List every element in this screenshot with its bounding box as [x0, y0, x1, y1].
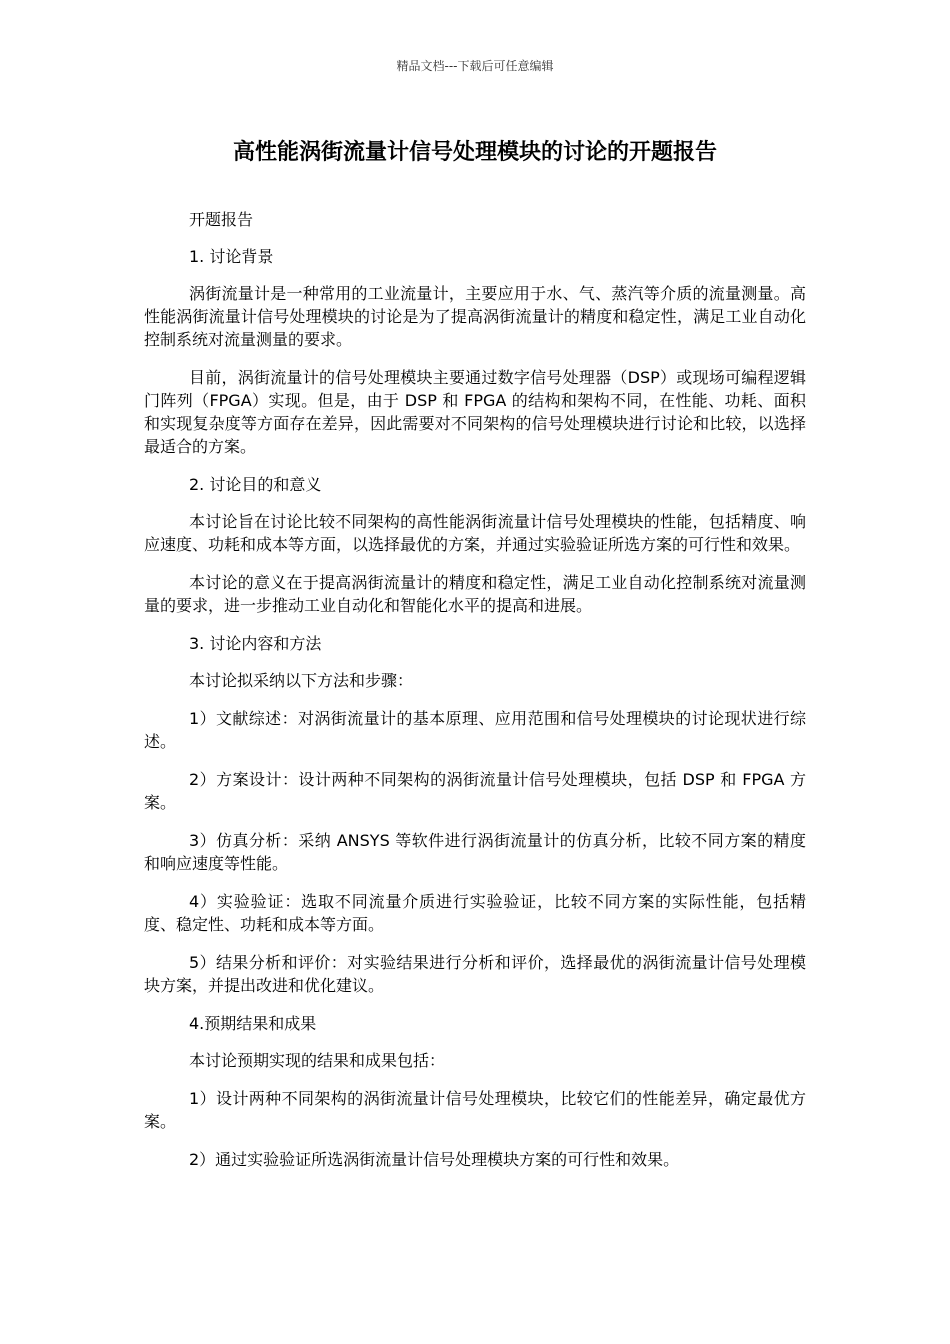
list-item-method-2: 2）方案设计：设计两种不同架构的涡街流量计信号处理模块，包括 DSP 和 FPGA 方案。 — [144, 770, 806, 812]
list-item-method-5: 5）结果分析和评价：对实验结果进行分析和评价，选择最优的涡街流量计信号处理模块方案，并提出改进和优化建议。 — [144, 953, 806, 995]
section-heading-purpose: 2. 讨论目的和意义 — [189, 475, 322, 494]
page-header: 精品文档---下载后可任意编辑 — [396, 59, 554, 73]
list-item-result-2: 2）通过实验验证所选涡街流量计信号处理模块方案的可行性和效果。 — [189, 1150, 680, 1169]
report-label: 开题报告 — [189, 210, 254, 229]
section-heading-background: 1. 讨论背景 — [189, 247, 274, 266]
paragraph-background-current: 目前，涡街流量计的信号处理模块主要通过数字信号处理器（DSP）或现场可编程逻辑门阵列（FPGA）实现。但是，由于 DSP 和 FPGA 的结构和架构不同，在性能、功耗、面积和实现复杂度等方面存在差异，因此需要对不同架构的信号处理模块进行讨论和比较，以选择最适合的方案。 — [144, 368, 806, 456]
paragraph-background-intro: 涡街流量计是一种常用的工业流量计，主要应用于水、气、蒸汽等介质的流量测量。高性能涡街流量计信号处理模块的讨论是为了提高涡街流量计的精度和稳定性，满足工业自动化控制系统对流量测量的要求。 — [144, 284, 806, 349]
section-heading-methods: 3. 讨论内容和方法 — [189, 634, 322, 653]
document-body — [144, 208, 806, 1186]
paragraph-results-intro: 本讨论预期实现的结果和成果包括： — [189, 1051, 446, 1070]
list-item-method-4: 4）实验验证：选取不同流量介质进行实验验证，比较不同方案的实际性能，包括精度、稳定性、功耗和成本等方面。 — [144, 892, 806, 934]
list-item-result-1: 1）设计两种不同架构的涡街流量计信号处理模块，比较它们的性能差异，确定最优方案。 — [144, 1089, 806, 1131]
paragraph-purpose: 本讨论旨在讨论比较不同架构的高性能涡街流量计信号处理模块的性能，包括精度、响应速度、功耗和成本等方面，以选择最优的方案，并通过实验验证所选方案的可行性和效果。 — [144, 512, 806, 554]
paragraph-methods-intro: 本讨论拟采纳以下方法和步骤： — [189, 671, 414, 690]
list-item-method-3: 3）仿真分析：采纳 ANSYS 等软件进行涡街流量计的仿真分析，比较不同方案的精度和响应速度等性能。 — [144, 831, 806, 873]
document-title: 高性能涡街流量计信号处理模块的讨论的开题报告 — [232, 140, 717, 165]
paragraph-significance: 本讨论的意义在于提高涡街流量计的精度和稳定性，满足工业自动化控制系统对流量测量的要求，进一步推动工业自动化和智能化水平的提高和进展。 — [144, 573, 806, 615]
section-heading-results: 4.预期结果和成果 — [189, 1014, 317, 1033]
list-item-method-1: 1）文献综述：对涡街流量计的基本原理、应用范围和信号处理模块的讨论现状进行综述。 — [144, 709, 806, 751]
